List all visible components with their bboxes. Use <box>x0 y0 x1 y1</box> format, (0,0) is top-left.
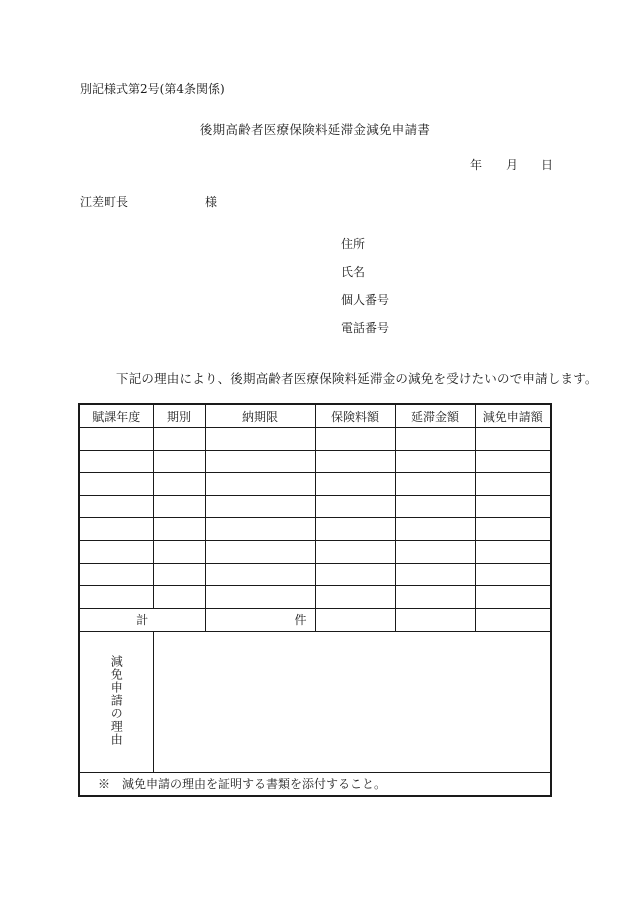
note-row <box>79 772 551 796</box>
table-row <box>79 586 551 609</box>
fiscal-year-cell[interactable] <box>79 586 153 609</box>
late-fee-amount-cell[interactable] <box>395 473 475 496</box>
attachment-note: ※ 減免申請の理由を証明する書類を添付すること。 <box>79 772 551 796</box>
total-label: 計 <box>79 608 205 631</box>
application-table <box>78 403 552 797</box>
personal-number-label: 個人番号 <box>341 293 390 307</box>
date-month-label: 月 <box>506 158 519 172</box>
honorific: 様 <box>205 195 218 209</box>
due-date-cell[interactable] <box>205 563 315 586</box>
table-row <box>79 518 551 541</box>
late-fee-amount-cell[interactable] <box>395 450 475 473</box>
fiscal-year-cell[interactable] <box>79 495 153 518</box>
period-cell[interactable] <box>153 540 205 563</box>
reason-label: 減免申請の理由 <box>109 654 124 746</box>
premium-amount-cell[interactable] <box>315 428 395 451</box>
fiscal-year-cell[interactable] <box>79 473 153 496</box>
application-statement: 下記の理由により、後期高齢者医療保険料延滞金の減免を受けたいので申請します。 <box>116 371 598 386</box>
document-title: 後期高齢者医療保険料延滞金減免申請書 <box>199 122 431 137</box>
due-date-cell[interactable] <box>205 428 315 451</box>
header-fiscal-year: 賦課年度 <box>79 404 153 428</box>
reduction-amount-cell[interactable] <box>475 428 551 451</box>
header-due-date: 納期限 <box>205 404 315 428</box>
table-row <box>79 473 551 496</box>
phone-number-label: 電話番号 <box>341 321 390 335</box>
late-fee-amount-cell[interactable] <box>395 540 475 563</box>
date-day-label: 日 <box>541 158 554 172</box>
fiscal-year-cell[interactable] <box>79 563 153 586</box>
late-fee-amount-cell[interactable] <box>395 586 475 609</box>
reduction-amount-cell[interactable] <box>475 540 551 563</box>
due-date-cell[interactable] <box>205 495 315 518</box>
due-date-cell[interactable] <box>205 450 315 473</box>
reason-input-area[interactable] <box>153 631 551 772</box>
premium-amount-cell[interactable] <box>315 540 395 563</box>
reason-row <box>79 631 551 772</box>
reduction-amount-cell[interactable] <box>475 473 551 496</box>
period-cell[interactable] <box>153 428 205 451</box>
period-cell[interactable] <box>153 563 205 586</box>
fiscal-year-cell[interactable] <box>79 450 153 473</box>
addressee: 江差町長 <box>80 195 129 209</box>
due-date-cell[interactable] <box>205 586 315 609</box>
header-reduction-amount: 減免申請額 <box>475 404 551 428</box>
late-fee-amount-cell[interactable] <box>395 428 475 451</box>
table-row <box>79 450 551 473</box>
fiscal-year-cell[interactable] <box>79 428 153 451</box>
period-cell[interactable] <box>153 518 205 541</box>
reason-label-cell <box>79 631 153 772</box>
period-cell[interactable] <box>153 450 205 473</box>
fiscal-year-cell[interactable] <box>79 540 153 563</box>
table-row <box>79 540 551 563</box>
count-unit: 件 <box>294 613 307 628</box>
table-row <box>79 563 551 586</box>
reduction-amount-cell[interactable] <box>475 495 551 518</box>
name-label: 氏名 <box>341 265 366 279</box>
period-cell[interactable] <box>153 586 205 609</box>
total-premium-cell[interactable] <box>315 608 395 631</box>
header-late-fee-amount: 延滞金額 <box>395 404 475 428</box>
premium-amount-cell[interactable] <box>315 495 395 518</box>
total-row <box>79 608 551 631</box>
total-reduction-cell[interactable] <box>475 608 551 631</box>
premium-amount-cell[interactable] <box>315 518 395 541</box>
reduction-amount-cell[interactable] <box>475 518 551 541</box>
table-row <box>79 428 551 451</box>
reduction-amount-cell[interactable] <box>475 586 551 609</box>
premium-amount-cell[interactable] <box>315 586 395 609</box>
reduction-amount-cell[interactable] <box>475 450 551 473</box>
date-year-label: 年 <box>470 158 483 172</box>
late-fee-amount-cell[interactable] <box>395 563 475 586</box>
table-row <box>79 495 551 518</box>
total-count-cell[interactable] <box>205 608 315 631</box>
table-header-row <box>79 404 551 428</box>
late-fee-amount-cell[interactable] <box>395 495 475 518</box>
period-cell[interactable] <box>153 495 205 518</box>
total-late-fee-cell[interactable] <box>395 608 475 631</box>
due-date-cell[interactable] <box>205 540 315 563</box>
premium-amount-cell[interactable] <box>315 563 395 586</box>
premium-amount-cell[interactable] <box>315 450 395 473</box>
due-date-cell[interactable] <box>205 518 315 541</box>
header-premium-amount: 保険料額 <box>315 404 395 428</box>
header-period: 期別 <box>153 404 205 428</box>
form-number: 別記様式第2号(第4条関係) <box>80 82 225 96</box>
address-label: 住所 <box>341 237 366 251</box>
late-fee-amount-cell[interactable] <box>395 518 475 541</box>
reduction-amount-cell[interactable] <box>475 563 551 586</box>
premium-amount-cell[interactable] <box>315 473 395 496</box>
due-date-cell[interactable] <box>205 473 315 496</box>
fiscal-year-cell[interactable] <box>79 518 153 541</box>
period-cell[interactable] <box>153 473 205 496</box>
